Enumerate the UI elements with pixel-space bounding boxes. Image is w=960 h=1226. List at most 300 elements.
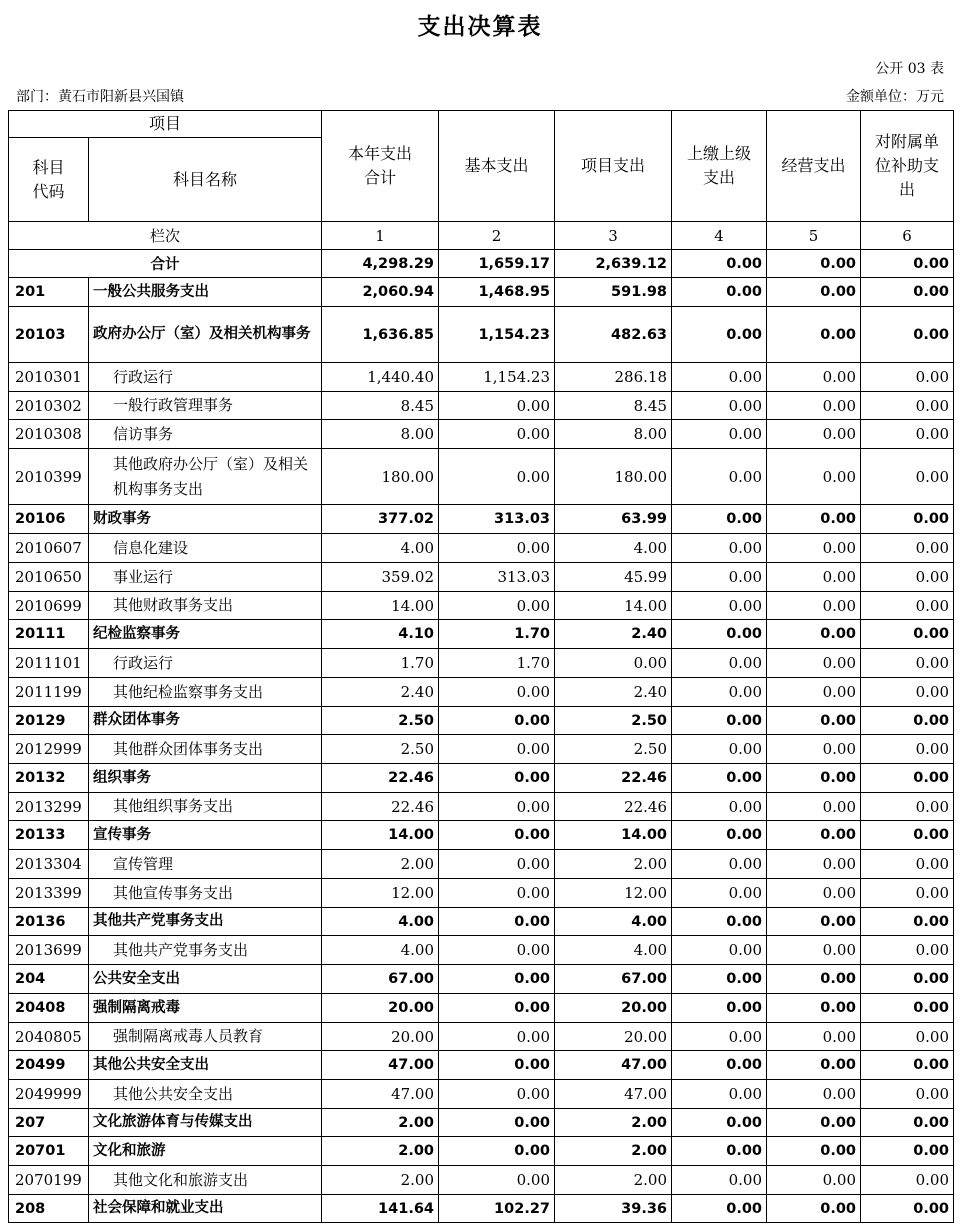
amount-cell: 0.00 <box>672 908 767 936</box>
subject-code: 207 <box>9 1109 89 1137</box>
amount-cell: 2.00 <box>322 1109 439 1137</box>
amount-cell: 0.00 <box>861 563 954 592</box>
amount-cell: 0.00 <box>672 363 767 392</box>
amount-cell: 0.00 <box>861 1195 954 1223</box>
amount-cell: 20.00 <box>555 994 672 1023</box>
amount-cell: 14.00 <box>322 821 439 850</box>
amount-cell: 1.70 <box>322 649 439 678</box>
amount-cell: 0.00 <box>439 994 555 1023</box>
amount-cell: 2.40 <box>555 678 672 707</box>
amount-cell: 0.00 <box>861 908 954 936</box>
subject-name: 其他政府办公厅（室）及相关机构事务支出 <box>89 449 322 505</box>
amount-cell: 359.02 <box>322 563 439 592</box>
header-business: 经营支出 <box>767 111 861 222</box>
amount-cell: 0.00 <box>439 821 555 850</box>
amount-cell: 0.00 <box>767 563 861 592</box>
subject-name: 事业运行 <box>89 563 322 592</box>
table-row <box>9 534 954 563</box>
header-remit: 上缴上级支出 <box>672 111 767 222</box>
table-row <box>9 620 954 649</box>
subject-code: 20133 <box>9 821 89 850</box>
subject-name: 信访事务 <box>89 420 322 449</box>
header-project: 项目支出 <box>555 111 672 222</box>
amount-cell: 0.00 <box>767 420 861 449</box>
amount-cell: 0.00 <box>672 505 767 534</box>
amount-cell: 0.00 <box>672 620 767 649</box>
amount-cell: 0.00 <box>439 1137 555 1166</box>
amount-cell: 0.00 <box>672 678 767 707</box>
amount-cell: 0.00 <box>861 735 954 764</box>
subject-name: 强制隔离戒毒 <box>89 994 322 1023</box>
subject-code: 2010650 <box>9 563 89 592</box>
amount-cell: 0.00 <box>672 449 767 505</box>
amount-cell: 0.00 <box>672 707 767 735</box>
amount-cell: 0.00 <box>861 505 954 534</box>
header-name: 科目名称 <box>89 138 322 222</box>
table-row <box>9 1080 954 1109</box>
amount-cell: 20.00 <box>322 994 439 1023</box>
amount-cell: 0.00 <box>767 965 861 994</box>
amount-cell: 8.45 <box>555 392 672 420</box>
amount-cell: 47.00 <box>322 1080 439 1109</box>
amount-cell: 2.50 <box>555 735 672 764</box>
subject-name: 社会保障和就业支出 <box>89 1195 322 1223</box>
amount-cell: 0.00 <box>672 1137 767 1166</box>
amount-cell: 0.00 <box>439 449 555 505</box>
amount-cell: 4.00 <box>322 908 439 936</box>
amount-cell: 0.00 <box>672 764 767 793</box>
subject-name: 其他宣传事务支出 <box>89 879 322 908</box>
subject-name: 公共安全支出 <box>89 965 322 994</box>
amount-cell: 0.00 <box>861 449 954 505</box>
amount-cell: 0.00 <box>439 1166 555 1195</box>
amount-cell: 2.40 <box>322 678 439 707</box>
amount-unit-label: 金额单位：万元 <box>846 89 944 105</box>
amount-cell: 2.00 <box>555 1137 672 1166</box>
lanci-label: 栏次 <box>9 222 322 250</box>
amount-cell: 0.00 <box>672 1195 767 1223</box>
amount-cell: 4.00 <box>555 908 672 936</box>
amount-cell: 39.36 <box>555 1195 672 1223</box>
amount-cell: 0.00 <box>861 678 954 707</box>
subject-name: 其他公共安全支出 <box>89 1051 322 1080</box>
subject-name: 群众团体事务 <box>89 707 322 735</box>
amount-cell: 0.00 <box>861 1166 954 1195</box>
subject-name: 其他组织事务支出 <box>89 793 322 821</box>
table-row <box>9 793 954 821</box>
amount-cell: 0.00 <box>861 620 954 649</box>
amount-cell: 0.00 <box>767 1080 861 1109</box>
amount-cell: 0.00 <box>861 1023 954 1051</box>
amount-cell: 2.00 <box>555 1166 672 1195</box>
amount-cell: 0.00 <box>861 420 954 449</box>
amount-cell: 0.00 <box>767 363 861 392</box>
amount-cell: 141.64 <box>322 1195 439 1223</box>
amount-cell: 0.00 <box>767 821 861 850</box>
lanci-row <box>9 222 954 250</box>
amount-cell: 12.00 <box>555 879 672 908</box>
department-label: 部门：黄石市阳新县兴国镇 <box>16 89 184 105</box>
subject-name: 其他文化和旅游支出 <box>89 1166 322 1195</box>
amount-cell: 0.00 <box>767 620 861 649</box>
amount-cell: 0.00 <box>672 1051 767 1080</box>
subject-code: 20408 <box>9 994 89 1023</box>
amount-cell: 22.46 <box>322 764 439 793</box>
amount-cell: 0.00 <box>672 392 767 420</box>
subject-code: 2013299 <box>9 793 89 821</box>
subject-name: 其他公共安全支出 <box>89 1080 322 1109</box>
subject-code: 2011199 <box>9 678 89 707</box>
amount-cell: 0.00 <box>861 707 954 735</box>
header-subsidy: 对附属单位补助支出 <box>861 111 954 222</box>
amount-cell: 0.00 <box>672 735 767 764</box>
amount-cell: 0.00 <box>767 449 861 505</box>
amount-cell: 0.00 <box>767 1051 861 1080</box>
amount-cell: 14.00 <box>555 821 672 850</box>
amount-cell: 45.99 <box>555 563 672 592</box>
subject-code: 20499 <box>9 1051 89 1080</box>
amount-cell: 0.00 <box>861 363 954 392</box>
table-row <box>9 735 954 764</box>
amount-cell: 14.00 <box>555 592 672 620</box>
subject-code: 2013399 <box>9 879 89 908</box>
subject-code: 2012999 <box>9 735 89 764</box>
subject-code: 2040805 <box>9 1023 89 1051</box>
amount-cell: 0.00 <box>439 678 555 707</box>
subject-name: 信息化建设 <box>89 534 322 563</box>
subject-code: 2010301 <box>9 363 89 392</box>
subject-name: 财政事务 <box>89 505 322 534</box>
amount-cell: 0.00 <box>439 420 555 449</box>
table-row <box>9 592 954 620</box>
amount-cell: 0.00 <box>861 534 954 563</box>
subject-name: 组织事务 <box>89 764 322 793</box>
amount-cell: 0.00 <box>672 879 767 908</box>
amount-cell: 0.00 <box>767 307 861 363</box>
amount-cell: 0.00 <box>861 821 954 850</box>
amount-cell: 313.03 <box>439 563 555 592</box>
subject-name: 行政运行 <box>89 363 322 392</box>
amount-cell: 0.00 <box>672 994 767 1023</box>
amount-cell: 0.00 <box>861 1109 954 1137</box>
amount-cell: 0.00 <box>672 534 767 563</box>
total-label: 合计 <box>9 250 322 278</box>
amount-cell: 0.00 <box>861 1137 954 1166</box>
subject-name: 一般公共服务支出 <box>89 278 322 307</box>
amount-cell: 0.00 <box>672 965 767 994</box>
amount-cell: 0.00 <box>767 278 861 307</box>
amount-cell: 0.00 <box>861 649 954 678</box>
amount-cell: 0.00 <box>861 850 954 879</box>
amount-cell: 0.00 <box>672 1080 767 1109</box>
table-row <box>9 965 954 994</box>
amount-cell: 591.98 <box>555 278 672 307</box>
amount-cell: 0.00 <box>672 563 767 592</box>
amount-cell: 0.00 <box>861 278 954 307</box>
amount-cell: 0.00 <box>439 1109 555 1137</box>
lanci-col: 1 <box>322 222 439 250</box>
amount-cell: 0.00 <box>439 908 555 936</box>
amount-cell: 0.00 <box>672 1166 767 1195</box>
table-row <box>9 392 954 420</box>
amount-cell: 0.00 <box>767 1109 861 1137</box>
subject-name: 其他共产党事务支出 <box>89 908 322 936</box>
subject-name: 强制隔离戒毒人员教育 <box>89 1023 322 1051</box>
amount-cell: 0.00 <box>439 764 555 793</box>
table-row <box>9 649 954 678</box>
amount-cell: 0.00 <box>672 1109 767 1137</box>
lanci-col: 4 <box>672 222 767 250</box>
amount-cell: 0.00 <box>439 1051 555 1080</box>
amount-cell: 1,154.23 <box>439 363 555 392</box>
total-value: 0.00 <box>672 250 767 278</box>
amount-cell: 47.00 <box>555 1051 672 1080</box>
amount-cell: 67.00 <box>555 965 672 994</box>
amount-cell: 0.00 <box>767 994 861 1023</box>
subject-code: 2070199 <box>9 1166 89 1195</box>
table-row <box>9 707 954 735</box>
amount-cell: 102.27 <box>439 1195 555 1223</box>
subject-code: 20129 <box>9 707 89 735</box>
subject-code: 2049999 <box>9 1080 89 1109</box>
table-row <box>9 1195 954 1223</box>
amount-cell: 2.00 <box>555 1109 672 1137</box>
amount-cell: 0.00 <box>439 1023 555 1051</box>
amount-cell: 0.00 <box>861 307 954 363</box>
subject-code: 20701 <box>9 1137 89 1166</box>
amount-cell: 0.00 <box>672 307 767 363</box>
table-row <box>9 1051 954 1080</box>
subject-name: 政府办公厅（室）及相关机构事务 <box>89 307 322 363</box>
total-row <box>9 250 954 278</box>
amount-cell: 8.00 <box>322 420 439 449</box>
subject-code: 2010699 <box>9 592 89 620</box>
table-row <box>9 821 954 850</box>
subject-code: 2011101 <box>9 649 89 678</box>
amount-cell: 0.00 <box>767 1137 861 1166</box>
amount-cell: 2.00 <box>322 1137 439 1166</box>
amount-cell: 2.00 <box>555 850 672 879</box>
amount-cell: 2.50 <box>322 707 439 735</box>
amount-cell: 1,440.40 <box>322 363 439 392</box>
total-value: 2,639.12 <box>555 250 672 278</box>
amount-cell: 286.18 <box>555 363 672 392</box>
amount-cell: 0.00 <box>555 649 672 678</box>
amount-cell: 0.00 <box>767 1166 861 1195</box>
amount-cell: 0.00 <box>767 764 861 793</box>
amount-cell: 0.00 <box>672 936 767 965</box>
header-total: 本年支出合计 <box>322 111 439 222</box>
amount-cell: 22.46 <box>555 764 672 793</box>
amount-cell: 1.70 <box>439 620 555 649</box>
amount-cell: 1,468.95 <box>439 278 555 307</box>
amount-cell: 4.00 <box>322 936 439 965</box>
amount-cell: 180.00 <box>322 449 439 505</box>
table-row <box>9 764 954 793</box>
amount-cell: 0.00 <box>672 420 767 449</box>
table-row <box>9 1109 954 1137</box>
amount-cell: 377.02 <box>322 505 439 534</box>
total-value: 4,298.29 <box>322 250 439 278</box>
amount-cell: 0.00 <box>861 392 954 420</box>
table-row <box>9 879 954 908</box>
amount-cell: 4.00 <box>322 534 439 563</box>
subject-name: 其他财政事务支出 <box>89 592 322 620</box>
amount-cell: 0.00 <box>767 678 861 707</box>
table-row <box>9 994 954 1023</box>
amount-cell: 0.00 <box>767 707 861 735</box>
amount-cell: 0.00 <box>439 793 555 821</box>
amount-cell: 0.00 <box>439 850 555 879</box>
amount-cell: 0.00 <box>767 936 861 965</box>
subject-name: 文化旅游体育与传媒支出 <box>89 1109 322 1137</box>
table-row <box>9 1166 954 1195</box>
amount-cell: 0.00 <box>439 879 555 908</box>
amount-cell: 0.00 <box>767 534 861 563</box>
amount-cell: 22.46 <box>555 793 672 821</box>
lanci-col: 2 <box>439 222 555 250</box>
table-row <box>9 563 954 592</box>
amount-cell: 47.00 <box>322 1051 439 1080</box>
subject-code: 2010607 <box>9 534 89 563</box>
amount-cell: 1.70 <box>439 649 555 678</box>
amount-cell: 0.00 <box>672 793 767 821</box>
amount-cell: 0.00 <box>767 592 861 620</box>
amount-cell: 2.00 <box>322 850 439 879</box>
amount-cell: 12.00 <box>322 879 439 908</box>
amount-cell: 0.00 <box>767 1023 861 1051</box>
amount-cell: 4.00 <box>555 534 672 563</box>
amount-cell: 0.00 <box>861 965 954 994</box>
subject-name: 宣传事务 <box>89 821 322 850</box>
amount-cell: 0.00 <box>672 649 767 678</box>
amount-cell: 0.00 <box>861 793 954 821</box>
amount-cell: 482.63 <box>555 307 672 363</box>
subject-code: 2010302 <box>9 392 89 420</box>
amount-cell: 0.00 <box>861 994 954 1023</box>
amount-cell: 67.00 <box>322 965 439 994</box>
amount-cell: 63.99 <box>555 505 672 534</box>
table-row <box>9 908 954 936</box>
amount-cell: 0.00 <box>672 1023 767 1051</box>
subject-name: 纪检监察事务 <box>89 620 322 649</box>
amount-cell: 0.00 <box>439 735 555 764</box>
amount-cell: 0.00 <box>767 879 861 908</box>
amount-cell: 0.00 <box>861 764 954 793</box>
amount-cell: 14.00 <box>322 592 439 620</box>
table-row <box>9 678 954 707</box>
table-row <box>9 936 954 965</box>
amount-cell: 0.00 <box>439 392 555 420</box>
table-row <box>9 307 954 363</box>
amount-cell: 0.00 <box>767 793 861 821</box>
amount-cell: 2.00 <box>322 1166 439 1195</box>
total-value: 1,659.17 <box>439 250 555 278</box>
amount-cell: 2.50 <box>555 707 672 735</box>
subject-code: 208 <box>9 1195 89 1223</box>
amount-cell: 47.00 <box>555 1080 672 1109</box>
lanci-col: 3 <box>555 222 672 250</box>
lanci-col: 6 <box>861 222 954 250</box>
amount-cell: 0.00 <box>672 592 767 620</box>
amount-cell: 180.00 <box>555 449 672 505</box>
subject-name: 文化和旅游 <box>89 1137 322 1166</box>
total-value: 0.00 <box>767 250 861 278</box>
table-row <box>9 1023 954 1051</box>
subject-name: 宣传管理 <box>89 850 322 879</box>
subject-code: 2010399 <box>9 449 89 505</box>
amount-cell: 0.00 <box>672 821 767 850</box>
subject-code: 20103 <box>9 307 89 363</box>
header-code: 科目代码 <box>9 138 89 222</box>
header-item: 项目 <box>9 111 322 138</box>
amount-cell: 0.00 <box>767 1195 861 1223</box>
subject-name: 其他纪检监察事务支出 <box>89 678 322 707</box>
amount-cell: 1,154.23 <box>439 307 555 363</box>
amount-cell: 0.00 <box>439 965 555 994</box>
amount-cell: 2.40 <box>555 620 672 649</box>
table-row <box>9 420 954 449</box>
subject-code: 2010308 <box>9 420 89 449</box>
subject-name: 行政运行 <box>89 649 322 678</box>
amount-cell: 0.00 <box>439 534 555 563</box>
amount-cell: 0.00 <box>861 879 954 908</box>
amount-cell: 0.00 <box>861 1051 954 1080</box>
amount-cell: 0.00 <box>861 936 954 965</box>
amount-cell: 0.00 <box>439 592 555 620</box>
amount-cell: 0.00 <box>767 908 861 936</box>
amount-cell: 0.00 <box>861 1080 954 1109</box>
subject-code: 20136 <box>9 908 89 936</box>
table-row <box>9 850 954 879</box>
amount-cell: 20.00 <box>322 1023 439 1051</box>
amount-cell: 4.00 <box>555 936 672 965</box>
subject-code: 204 <box>9 965 89 994</box>
amount-cell: 0.00 <box>861 592 954 620</box>
amount-cell: 22.46 <box>322 793 439 821</box>
subject-name: 一般行政管理事务 <box>89 392 322 420</box>
total-value: 0.00 <box>861 250 954 278</box>
amount-cell: 0.00 <box>439 1080 555 1109</box>
amount-cell: 8.00 <box>555 420 672 449</box>
table-row <box>9 449 954 505</box>
form-number: 公开 03 表 <box>875 61 944 77</box>
table-row <box>9 363 954 392</box>
amount-cell: 0.00 <box>439 707 555 735</box>
subject-name: 其他群众团体事务支出 <box>89 735 322 764</box>
table-row <box>9 278 954 307</box>
subject-code: 201 <box>9 278 89 307</box>
subject-code: 2013304 <box>9 850 89 879</box>
amount-cell: 0.00 <box>767 735 861 764</box>
amount-cell: 20.00 <box>555 1023 672 1051</box>
amount-cell: 0.00 <box>767 850 861 879</box>
subject-code: 20106 <box>9 505 89 534</box>
subject-code: 20111 <box>9 620 89 649</box>
amount-cell: 2.50 <box>322 735 439 764</box>
amount-cell: 0.00 <box>672 278 767 307</box>
amount-cell: 0.00 <box>767 505 861 534</box>
page-title: 支出决算表 <box>417 14 543 40</box>
table-row <box>9 1137 954 1166</box>
amount-cell: 0.00 <box>767 392 861 420</box>
amount-cell: 1,636.85 <box>322 307 439 363</box>
amount-cell: 8.45 <box>322 392 439 420</box>
subject-code: 2013699 <box>9 936 89 965</box>
subject-name: 其他共产党事务支出 <box>89 936 322 965</box>
header-basic: 基本支出 <box>439 111 555 222</box>
amount-cell: 313.03 <box>439 505 555 534</box>
